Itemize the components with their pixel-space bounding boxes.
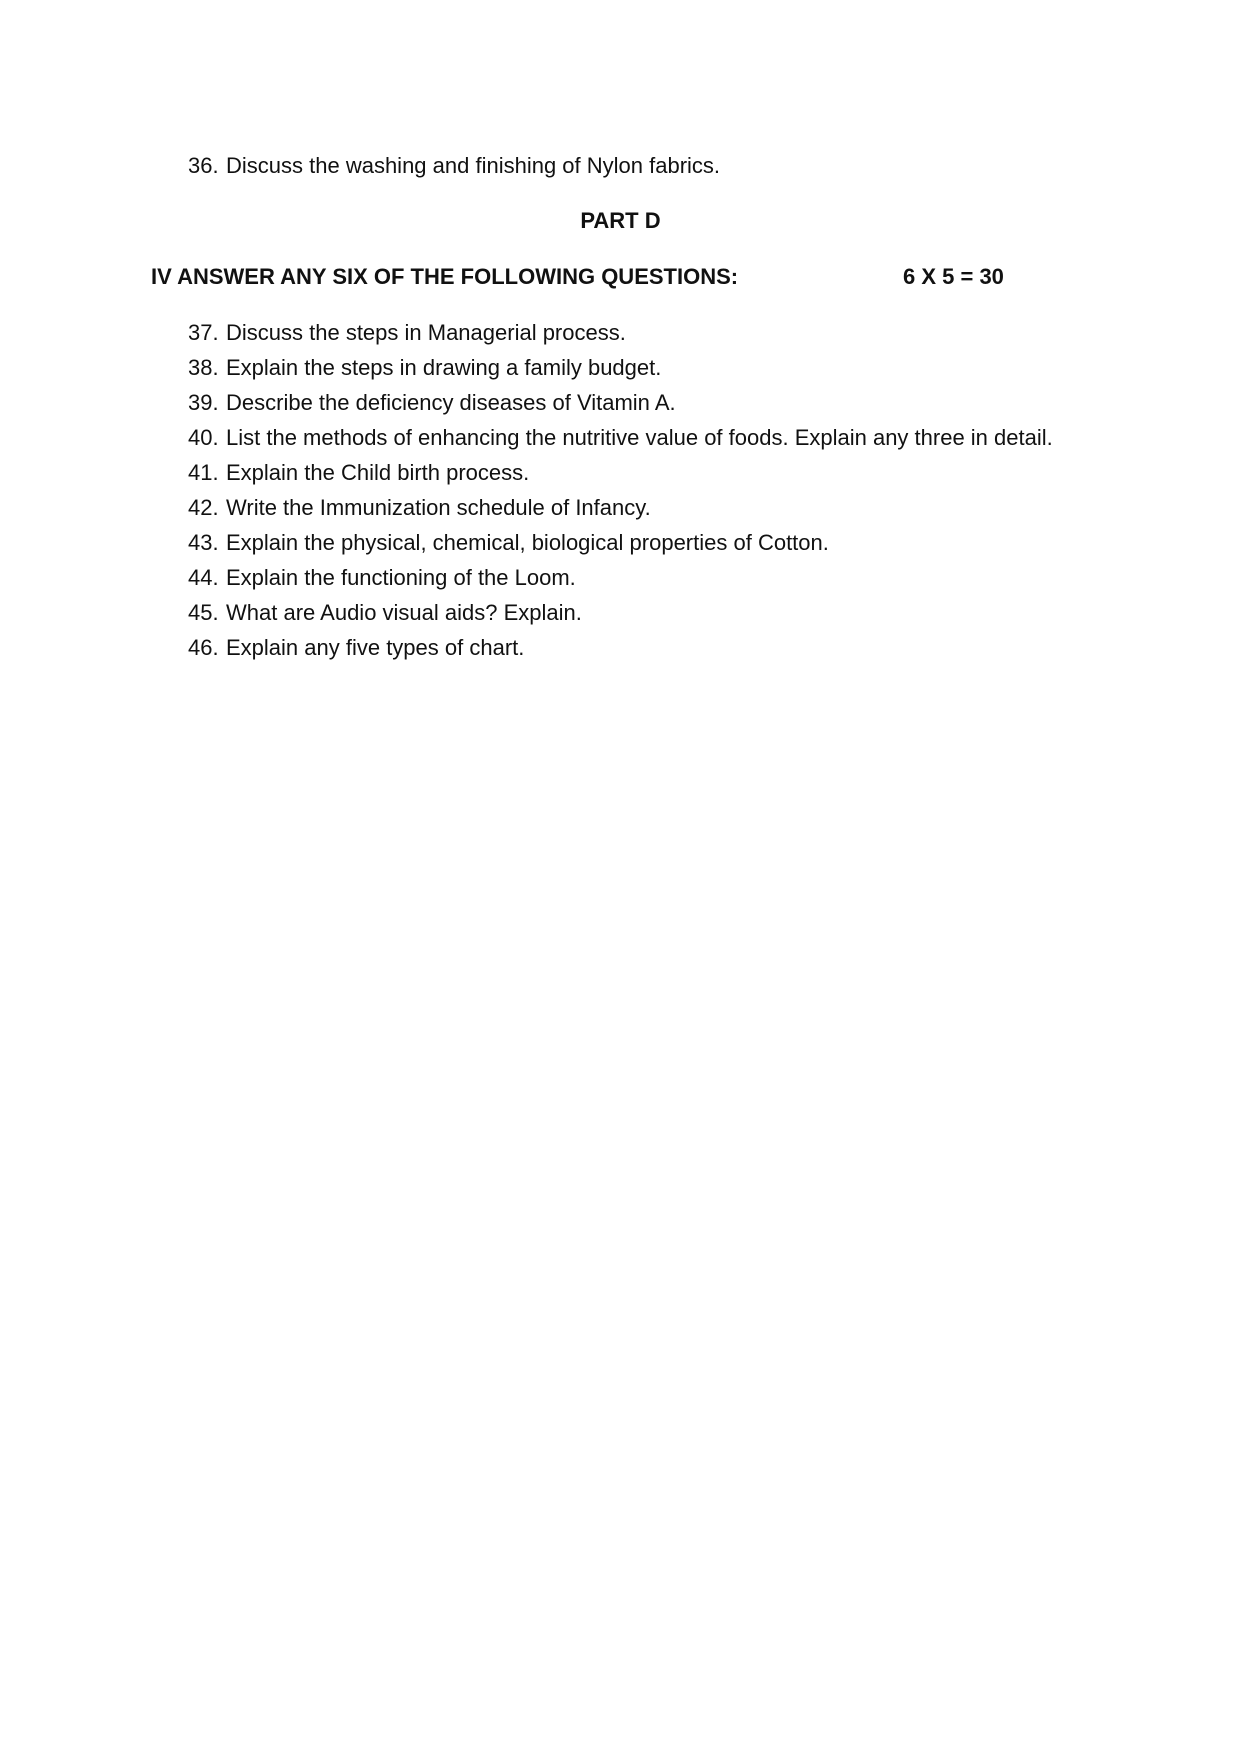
question-text: Explain the physical, chemical, biological properties of Cotton. (226, 530, 829, 555)
question-item (188, 595, 1068, 630)
question-text: Discuss the washing and finishing of Nylon fabrics. (226, 153, 721, 178)
section-marks: 6 X 5 = 30 (903, 264, 1004, 289)
question-number: 38. (188, 355, 219, 380)
question-item (188, 315, 1068, 350)
part-title: PART D (580, 208, 661, 233)
question-text: Write the Immunization schedule of Infancy. (226, 495, 651, 520)
question-number: 43. (188, 530, 219, 555)
question-number: 45. (188, 600, 219, 625)
question-item (188, 455, 1068, 490)
question-text: Explain the functioning of the Loom. (226, 565, 576, 590)
question-text: Discuss the steps in Managerial process. (226, 320, 626, 345)
question-text: What are Audio visual aids? Explain. (226, 600, 582, 625)
question-number: 40. (188, 425, 219, 450)
question-item (188, 630, 1068, 665)
question-text: Explain any five types of chart. (226, 635, 525, 660)
question-item (188, 560, 1068, 595)
section-instruction: IV ANSWER ANY SIX OF THE FOLLOWING QUESTIONS: (151, 264, 739, 289)
question-item (188, 385, 1068, 420)
question-text: Explain the Child birth process. (226, 460, 530, 485)
question-number: 41. (188, 460, 219, 485)
question-text: Describe the deficiency diseases of Vitamin A. (226, 390, 676, 415)
question-item (188, 525, 1068, 560)
question-item (188, 148, 1068, 183)
question-number: 37. (188, 320, 219, 345)
question-number: 42. (188, 495, 219, 520)
question-item (188, 350, 1068, 385)
question-item (188, 420, 1068, 455)
question-text: List the methods of enhancing the nutritive value of foods. Explain any three in detail. (226, 425, 1053, 450)
question-number: 44. (188, 565, 219, 590)
question-item (188, 490, 1068, 525)
question-number: 39. (188, 390, 219, 415)
question-number: 36. (188, 153, 219, 178)
question-list (188, 315, 1068, 665)
previous-question-list (188, 148, 1068, 183)
question-number: 46. (188, 635, 219, 660)
question-text: Explain the steps in drawing a family budget. (226, 355, 662, 380)
